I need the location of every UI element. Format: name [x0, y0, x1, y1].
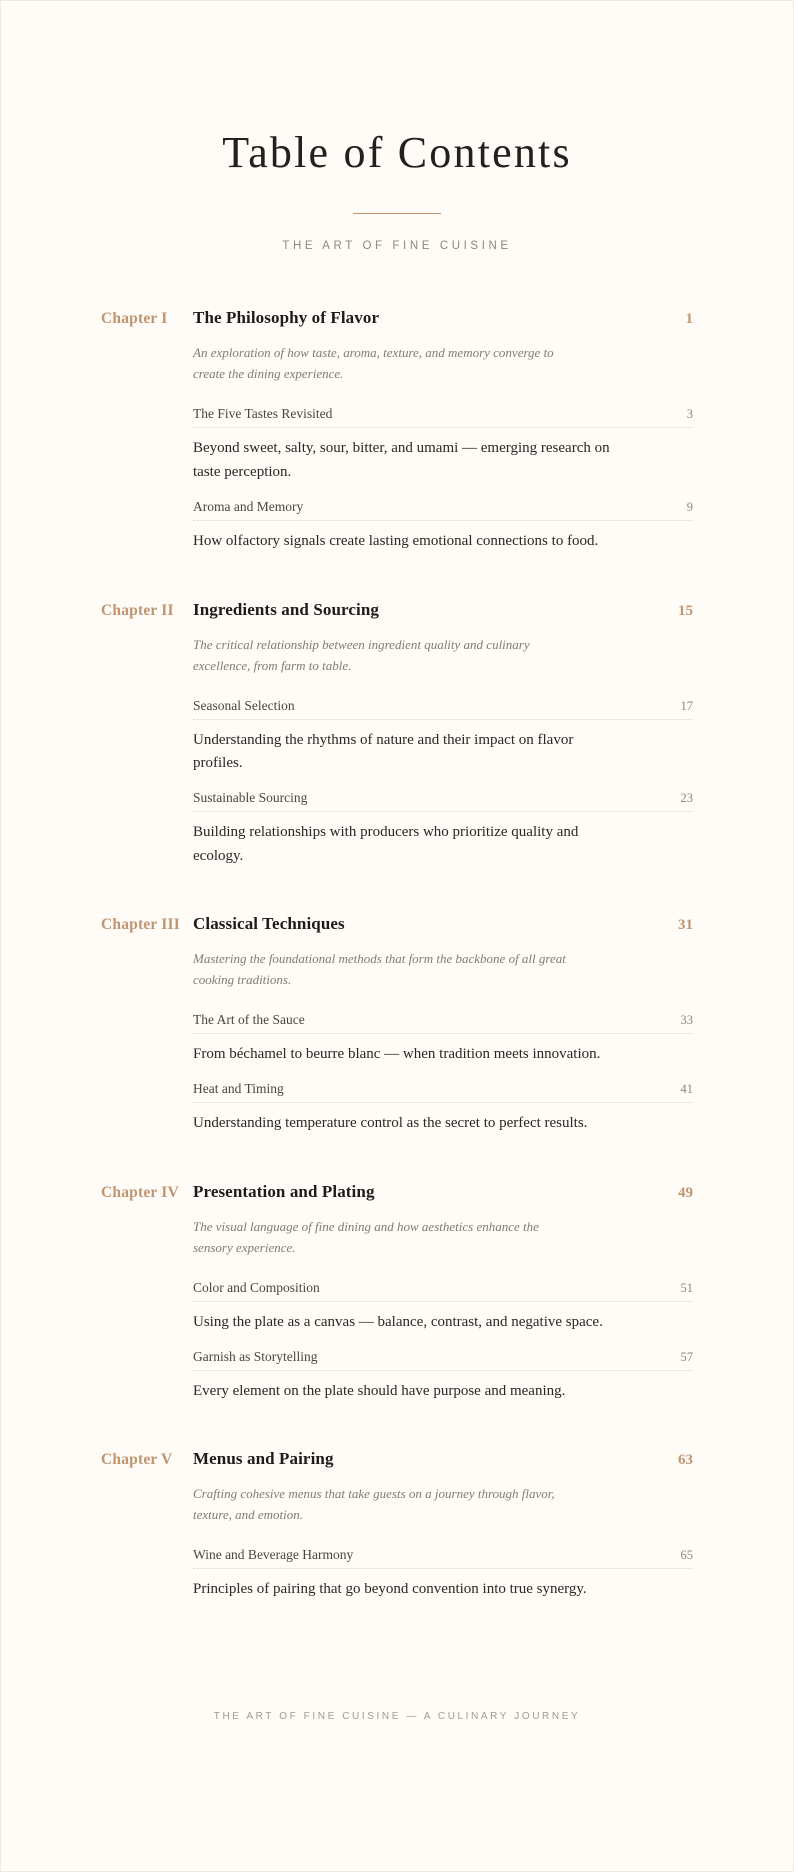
chapter-title[interactable]: Classical Techniques	[193, 914, 345, 934]
chapter-page-number: 15	[678, 602, 693, 619]
section-list	[193, 1012, 693, 1135]
section-header-row[interactable]	[193, 1012, 693, 1034]
chapter-description: An exploration of how taste, aroma, texture, and memory converge to create the dining experience.	[193, 345, 554, 382]
section-entry[interactable]	[193, 790, 693, 868]
section-page-number: 17	[680, 698, 693, 713]
section-title[interactable]: Garnish as Storytelling	[193, 1348, 318, 1364]
chapter-header-row[interactable]	[101, 914, 693, 934]
chapter-title[interactable]: Presentation and Plating	[193, 1181, 375, 1201]
section-header-row[interactable]	[193, 1349, 693, 1371]
section-page-number: 23	[680, 791, 693, 806]
section-header-row[interactable]	[193, 1081, 693, 1103]
section-description: Every element on the plate should have purpose and meaning.	[193, 1382, 566, 1399]
chapter-header-row[interactable]	[101, 600, 693, 620]
section-header-row[interactable]	[193, 406, 693, 428]
section-description: Understanding the rhythms of nature and their impact on flavor profiles.	[193, 731, 574, 772]
section-title[interactable]: Aroma and Memory	[193, 498, 304, 514]
section-page-number: 9	[686, 499, 693, 514]
chapter-header-row[interactable]	[101, 1449, 693, 1469]
section-description: Understanding temperature control as the secret to perfect results.	[193, 1115, 588, 1132]
section-page-number: 3	[686, 407, 693, 422]
contents-list	[101, 308, 693, 1602]
section-list	[193, 698, 693, 869]
chapter-number-label: Chapter V	[101, 1451, 173, 1469]
section-title[interactable]: Heat and Timing	[193, 1081, 284, 1097]
section-description: Building relationships with producers who prioritize quality and ecology.	[193, 824, 579, 864]
section-page-number: 51	[680, 1280, 693, 1295]
section-page-number: 41	[680, 1082, 693, 1097]
chapter-title[interactable]: The Philosophy of Flavor	[193, 308, 380, 328]
section-description: Principles of pairing that go beyond convention into true synergy.	[193, 1581, 587, 1598]
section-header-row[interactable]	[193, 499, 693, 521]
title-divider-rule	[353, 213, 441, 214]
chapter-entry[interactable]	[101, 308, 693, 553]
page-footer: THE ART OF FINE CUISINE — A CULINARY JOURNEY	[213, 1711, 581, 1722]
section-entry[interactable]	[193, 1081, 693, 1136]
section-title[interactable]: The Art of the Sauce	[193, 1012, 305, 1028]
chapter-description: The visual language of fine dining and how aesthetics enhance the sensory experience.	[193, 1218, 539, 1255]
chapter-description: Crafting cohesive menus that take guests on a journey through flavor, texture, and emotion.	[193, 1486, 555, 1523]
chapter-number-label: Chapter IV	[101, 1183, 179, 1201]
section-entry[interactable]	[193, 1012, 693, 1067]
chapter-header-row[interactable]	[101, 1182, 693, 1202]
section-entry[interactable]	[193, 1280, 693, 1335]
chapter-page-number: 1	[685, 311, 693, 328]
section-header-row[interactable]	[193, 698, 693, 720]
chapter-description: The critical relationship between ingredient quality and culinary excellence, from farm to table.	[193, 636, 530, 673]
section-entry[interactable]	[193, 1547, 693, 1602]
section-description: Using the plate as a canvas — balance, contrast, and negative space.	[193, 1313, 603, 1330]
chapter-number-label: Chapter II	[101, 601, 174, 619]
section-description: Beyond sweet, salty, sour, bitter, and umami — emerging research on taste perception.	[193, 440, 610, 481]
chapter-entry[interactable]	[101, 914, 693, 1135]
section-list	[193, 406, 693, 553]
section-page-number: 33	[680, 1013, 693, 1028]
section-header-row[interactable]	[193, 790, 693, 812]
document-header	[1, 1, 793, 252]
section-title[interactable]: Sustainable Sourcing	[193, 790, 308, 806]
section-entry[interactable]	[193, 698, 693, 776]
section-title[interactable]: Seasonal Selection	[193, 697, 295, 713]
chapter-page-number: 49	[678, 1184, 693, 1201]
section-header-row[interactable]	[193, 1547, 693, 1569]
document-subtitle: THE ART OF FINE CUISINE	[282, 240, 512, 253]
chapter-title[interactable]: Ingredients and Sourcing	[193, 599, 379, 619]
chapter-page-number: 31	[678, 917, 693, 934]
section-entry[interactable]	[193, 1349, 693, 1404]
section-title[interactable]: The Five Tastes Revisited	[193, 406, 333, 422]
section-list	[193, 1280, 693, 1403]
section-title[interactable]: Wine and Beverage Harmony	[193, 1547, 354, 1563]
section-description: How olfactory signals create lasting emotional connections to food.	[193, 532, 599, 549]
chapter-header-row[interactable]	[101, 308, 693, 328]
chapter-entry[interactable]	[101, 600, 693, 869]
chapter-page-number: 63	[678, 1452, 693, 1469]
chapter-description: Mastering the foundational methods that form the backbone of all great cooking traditions.	[193, 951, 566, 988]
section-title[interactable]: Color and Composition	[193, 1279, 320, 1295]
section-page-number: 65	[680, 1548, 693, 1563]
section-page-number: 57	[680, 1349, 693, 1364]
chapter-title[interactable]: Menus and Pairing	[193, 1449, 334, 1469]
section-header-row[interactable]	[193, 1280, 693, 1302]
section-entry[interactable]	[193, 499, 693, 554]
section-entry[interactable]	[193, 406, 693, 484]
page-title: Table of Contents	[222, 128, 572, 177]
chapter-number-label: Chapter I	[101, 310, 168, 328]
chapter-entry[interactable]	[101, 1182, 693, 1403]
section-description: From béchamel to beurre blanc — when tradition meets innovation.	[193, 1046, 601, 1063]
chapter-entry[interactable]	[101, 1449, 693, 1602]
section-list	[193, 1547, 693, 1602]
chapter-number-label: Chapter III	[101, 916, 180, 934]
